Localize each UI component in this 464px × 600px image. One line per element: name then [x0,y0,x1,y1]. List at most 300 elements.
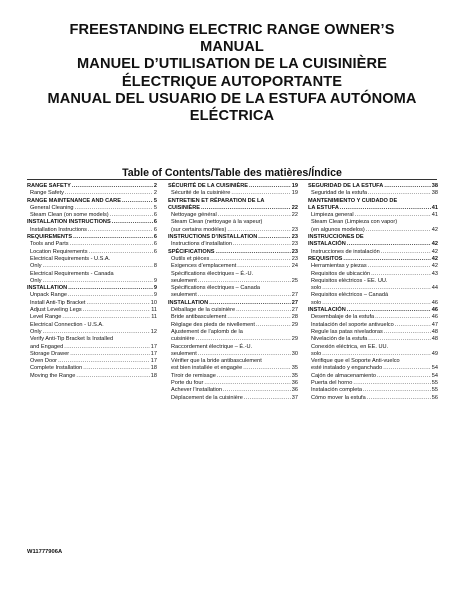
dot-leader [368,263,431,270]
toc-entry[interactable] [308,351,438,358]
toc-entry-label: INSTALACIÓN [308,241,346,248]
toc-entry[interactable] [27,307,157,314]
toc-entry-page: 27 [291,299,298,306]
toc-entry[interactable] [27,329,157,336]
toc-entry-page: 12 [150,328,157,335]
toc-entry-label: Installation Instructions [30,226,87,233]
dot-leader [368,190,431,197]
toc-entry[interactable] [168,351,298,358]
toc-entry-label: Only [30,277,42,284]
toc-entry-label: Steam Clean (Limpieza con vapor) [311,219,398,226]
toc-entry[interactable] [27,358,157,365]
toc-entry-label: Seguridad de la estufa [311,190,367,197]
toc-entry-label: and Engaged [30,343,64,350]
toc-entry[interactable] [27,292,157,299]
dot-leader [72,183,153,190]
dot-leader [355,212,431,219]
manual-title [20,22,444,125]
toc-entry-page: 5 [153,204,157,211]
toc-entry-label: solo [311,285,322,292]
toc-entry[interactable] [168,278,298,285]
dot-leader [217,373,291,380]
toc-entry-page: 56 [431,394,438,401]
toc-entry[interactable] [168,227,298,234]
toc-entry-label: Install Anti-Tip Bracket [30,299,86,306]
toc-entry-page: 36 [291,380,298,387]
toc-entry[interactable] [168,190,298,197]
dot-leader [83,307,151,314]
dot-leader [366,227,431,234]
toc-entry[interactable] [27,219,157,226]
toc-entry-label: LA ESTUFA [308,204,339,211]
dot-leader [237,263,290,270]
toc-column-french [168,183,298,402]
toc-entry[interactable] [168,322,298,329]
toc-entry[interactable] [168,241,298,248]
toc-entry-label: (sur certains modèles) [171,226,227,233]
toc-entry-label: Electrical Connection - U.S.A. [30,321,104,328]
toc-entry-page: 41 [431,204,438,211]
dot-leader [236,307,291,314]
dot-leader [86,300,149,307]
dot-leader [340,205,431,212]
toc-entry-label: Only [30,263,42,270]
toc-entry[interactable] [27,256,157,263]
toc-entry-page: 38 [431,190,438,197]
toc-entry-page: 42 [431,248,438,255]
toc-entry-page: 22 [291,212,298,219]
dot-leader [322,351,431,358]
toc-entry[interactable] [308,344,438,351]
toc-entry[interactable] [27,241,157,248]
toc-entry[interactable] [168,256,298,263]
toc-entry-label: Ajustement de l’aplomb de la [171,328,243,335]
toc-entry-label: INSTRUCTIONS D’INSTALLATION [168,234,258,241]
toc-entry-page: 17 [150,350,157,357]
toc-entry-page: 35 [291,365,298,372]
toc-entry-label: Réglage des pieds de nivellement [171,321,255,328]
toc-entry-label: Raccordement électrique – É.-U. [171,343,253,350]
dot-leader [198,292,291,299]
dot-leader [371,271,431,278]
toc-entry[interactable] [308,241,438,248]
dot-leader [377,373,431,380]
toc-entry-page: 37 [291,394,298,401]
toc-entry-page: 27 [291,292,298,299]
dot-leader [375,314,431,321]
dot-leader [258,234,290,241]
toc-entry-label: Porte du four [171,380,204,387]
toc-entry-label: esté instalado y enganchado [311,365,383,372]
dot-leader [347,241,431,248]
toc-entry-label: seulement [171,292,197,299]
toc-entry[interactable] [168,336,298,343]
toc-entry[interactable] [308,314,438,321]
toc-entry-label: SÉCURITÉ DE LA CUISINIÈRE [168,183,248,189]
dot-leader [353,380,430,387]
dot-leader [89,249,153,256]
toc-entry-label: Moving the Range [30,372,76,379]
title-line: FREESTANDING ELECTRIC RANGE OWNER’S [69,22,395,38]
toc-entry-label: Exigences d’emplacement [171,263,237,270]
title-line: ÉLECTRIQUE AUTOPORTANTE [121,73,343,90]
dot-leader [363,387,431,394]
toc-entry-label: solo [311,299,322,306]
toc-entry-page: 44 [431,285,438,292]
toc-entry[interactable] [308,271,438,278]
dot-leader [70,241,153,248]
toc-entry-page: 25 [291,277,298,284]
toc-entry[interactable] [27,344,157,351]
toc-entry[interactable] [308,263,438,270]
toc-entry-page: 54 [431,372,438,379]
toc-entry-label: Vérifier que la bride antibasculement [171,358,262,365]
dot-leader [218,212,291,219]
dot-leader [210,256,291,263]
toc-entry[interactable] [27,234,157,241]
toc-entry-label: Nettoyage général [171,212,217,219]
toc-entry-page: 18 [150,372,157,379]
toc-entry[interactable] [168,198,298,205]
dot-leader [209,300,291,307]
toc-entry-page: 5 [153,197,157,204]
toc-entry-label: Unpack Range [30,292,68,299]
toc-entry-label: Range Safety [30,190,64,197]
toc-entry-label: est bien installée et engagée [171,365,243,372]
toc-entry[interactable] [168,183,298,190]
dot-leader [110,212,153,219]
dot-leader [201,205,291,212]
toc-entry-page: 42 [431,255,438,262]
dot-leader [244,395,291,402]
dot-leader [122,198,153,205]
toc-entry-label: Conexión eléctrica, en EE. UU. [311,343,389,350]
toc-entry-page: 17 [150,343,157,350]
toc-entry[interactable] [168,387,298,394]
toc-entry[interactable] [308,278,438,285]
dot-leader [231,190,290,197]
toc-entry[interactable] [168,285,298,292]
toc-entry-label: Adjust Leveling Legs [30,307,82,314]
toc-entry[interactable] [27,205,157,212]
toc-entry-page: 23 [291,255,298,262]
dot-leader [198,351,291,358]
dot-leader [384,183,430,190]
toc-entry-label: Tiroir de remisage [171,372,216,379]
toc-entry[interactable] [308,183,438,190]
toc-entry-label: Sécurité de la cuisinière [171,190,231,197]
toc-entry[interactable] [168,307,298,314]
toc-entry[interactable] [168,219,298,226]
toc-entry-page: 23 [291,234,298,241]
dot-leader [367,395,431,402]
toc-entry-label: Requisitos eléctricos – Canadá [311,292,389,299]
toc-entry-label: Instalación completa [311,387,362,394]
title-line: MANUEL D’UTILISATION DE LA CUISINIÈRE [77,56,387,73]
toc-entry[interactable] [27,278,157,285]
title-line: MANUAL DEL USUARIO DE LA ESTUFA AUTÓNOMA [47,90,417,107]
toc-entry-label: Verifique que el Soporte Anti-vuelco [311,358,400,365]
toc-entry-label: Electrical Requirements - U.S.A. [30,255,111,262]
toc-entry-label: seulement [171,277,197,284]
dot-leader [43,278,153,285]
toc-entry-page: 23 [291,241,298,248]
toc-entry-page: 9 [153,277,157,284]
toc-entry-label: cuisinière [171,336,195,343]
toc-entry[interactable] [27,183,157,190]
dot-leader [58,358,150,365]
toc-entry[interactable] [168,344,298,351]
toc-entry-page: 2 [153,190,157,197]
title-line: MANUAL [200,39,264,56]
toc-entry-label: Desembalaje de la estufa [311,314,375,321]
toc-entry[interactable] [308,395,438,402]
toc-entry-page: 11 [151,307,157,314]
toc-entry[interactable] [27,263,157,270]
dot-leader [384,329,431,336]
toc-entry-label: Requisitos eléctricos - EE. UU. [311,277,388,284]
toc-entry[interactable] [168,380,298,387]
toc-entry-page: 17 [150,358,157,365]
toc-entry[interactable] [168,271,298,278]
toc-entry[interactable] [168,292,298,299]
toc-entry[interactable] [168,263,298,270]
toc-entry-label: Level Range [30,314,62,321]
toc-entry[interactable] [308,322,438,329]
toc-entry-page: 46 [431,314,438,321]
dot-leader [233,241,291,248]
dot-leader [383,365,431,372]
toc-entry[interactable] [27,365,157,372]
toc-entry-label: Spécifications électriques – Canada [171,285,260,292]
dot-leader [243,365,291,372]
toc-entry-page: 46 [431,299,438,306]
toc-entry-label: Spécifications électriques – É.-U. [171,270,254,277]
dot-leader [322,300,431,307]
toc-entry-label: INSTRUCCIONES DE [308,234,364,241]
toc-entry[interactable] [168,234,298,241]
toc-entry[interactable] [168,365,298,372]
toc-entry-page: 23 [291,248,298,255]
toc-entry-page: 47 [431,321,438,328]
toc-entry-page: 6 [153,226,157,233]
toc-entry-page: 6 [153,248,157,255]
toc-entry-page: 8 [153,263,157,270]
toc-entry-page: 2 [153,183,157,189]
toc-entry[interactable] [308,373,438,380]
toc-entry-page: 38 [431,183,438,189]
toc-entry[interactable] [168,205,298,212]
toc-entry-label: Nivelación de la estufa [311,336,368,343]
toc-entry[interactable] [27,227,157,234]
dot-leader [73,234,153,241]
dot-leader [227,314,290,321]
toc-entry[interactable] [308,219,438,226]
toc-entry-page: 42 [431,263,438,270]
toc-entry[interactable] [308,285,438,292]
toc-entry-label: Location Requirements [30,248,88,255]
toc-entry-label: Instalación del soporte antivuelco [311,321,394,328]
toc-entry-label: Instrucciones de instalación [311,248,380,255]
toc-entry-label: Cómo mover la estufa [311,394,366,401]
toc-entry-label: Déballage de la cuisinière [171,307,236,314]
toc-entry-label: Verify Anti-Tip Bracket Is Installed [30,336,114,343]
toc-entry[interactable] [168,395,298,402]
toc-entry-page: 6 [153,234,157,241]
toc-entry-label: RANGE SAFETY [27,183,71,189]
toc-entry-label: Bride antibasculement [171,314,227,321]
toc-entry-page: 54 [431,365,438,372]
dot-leader [196,336,291,343]
title-line: ELÉCTRICA [189,108,275,125]
toc-entry-page: 19 [291,190,298,197]
toc-entry-page: 28 [291,314,298,321]
toc-entry-label: SEGURIDAD DE LA ESTUFA [308,183,384,189]
toc-entry-page: 43 [431,270,438,277]
toc-entry-label: CUISINIÈRE [168,204,201,211]
toc-entry[interactable] [308,336,438,343]
toc-entry-page: 19 [291,183,298,189]
dot-leader [112,219,153,226]
document-number: W11777906A [27,549,63,555]
dot-leader [65,190,153,197]
toc-entry-page: 46 [431,307,438,314]
toc-entry-page: 10 [150,299,157,306]
toc-entry[interactable] [168,373,298,380]
toc-entry[interactable] [27,271,157,278]
toc-entry-page: 11 [151,314,157,321]
toc-entry-page: 42 [431,226,438,233]
toc-entry-page: 55 [431,387,438,394]
toc-entry[interactable] [308,358,438,365]
toc-entry-label: Instructions d’installation [171,241,232,248]
dot-leader [43,263,153,270]
toc-entry-label: RANGE MAINTENANCE AND CARE [27,197,121,204]
toc-entry-label: Herramientas y piezas [311,263,367,270]
toc-entry-label: General Cleaning [30,204,74,211]
toc-entry-label: Déplacement de la cuisinière [171,394,243,401]
toc-entry-label: Oven Door [30,358,58,365]
dot-leader [347,307,431,314]
toc-entry[interactable] [308,212,438,219]
toc-entry[interactable] [308,300,438,307]
toc-entry[interactable] [168,300,298,307]
toc-entry-page: 23 [291,226,298,233]
toc-entry[interactable] [27,249,157,256]
toc-entry-page: 24 [291,263,298,270]
dot-leader [76,373,149,380]
toc-entry[interactable] [308,249,438,256]
toc-entry-page: 6 [153,212,157,219]
dot-leader [249,183,291,190]
toc-entry-label: Outils et pièces [171,255,210,262]
dot-leader [256,322,291,329]
toc-entry-label: Cajón de almacenamiento [311,372,376,379]
toc-entry[interactable] [308,198,438,205]
toc-entry-label: INSTALLATION [168,299,209,306]
toc-entry-label: Requisitos de ubicación [311,270,371,277]
toc-entry-label: REQUISITOS [308,255,343,262]
toc-entry[interactable] [308,380,438,387]
toc-entry-page: 29 [291,321,298,328]
toc-entry[interactable] [308,205,438,212]
toc-entry[interactable] [168,249,298,256]
toc-entry-label: solo [311,350,322,357]
toc-entry[interactable] [27,322,157,329]
toc-entry-label: Storage Drawer [30,350,70,357]
dot-leader [64,344,149,351]
dot-leader [368,336,430,343]
toc-entry-page: 22 [291,204,298,211]
toc-entry-label: Regule las patas niveladoras [311,328,383,335]
toc-entry-label: Only [30,328,42,335]
toc-entry-page: 9 [153,285,157,292]
dot-leader [75,205,153,212]
toc-entry-label: Limpieza general [311,212,354,219]
toc-entry[interactable] [168,329,298,336]
toc-entry[interactable] [27,300,157,307]
toc-entry[interactable] [27,190,157,197]
toc-entry-page: 6 [153,241,157,248]
toc-entry[interactable] [308,227,438,234]
toc-entry-label: Complete Installation [30,365,83,372]
toc-entry[interactable] [308,307,438,314]
toc-entry[interactable] [168,358,298,365]
toc-entry-page: 27 [291,307,298,314]
toc-entry-label: Tools and Parts [30,241,69,248]
toc-entry-page: 42 [431,241,438,248]
toc-entry-page: 9 [153,292,157,299]
dot-leader [62,314,150,321]
toc-entry[interactable] [308,190,438,197]
toc-entry-page: 30 [291,350,298,357]
toc-entry[interactable] [27,373,157,380]
dot-leader [68,292,153,299]
dot-leader [198,278,291,285]
dot-leader [43,329,150,336]
toc-entry[interactable] [27,314,157,321]
dot-leader [216,249,291,256]
toc-entry[interactable] [27,336,157,343]
toc-entry-page: 29 [291,336,298,343]
toc-entry[interactable] [308,365,438,372]
dot-leader [227,227,290,234]
dot-leader [343,256,430,263]
toc-entry[interactable] [308,387,438,394]
dot-leader [381,249,431,256]
toc-entry[interactable] [308,329,438,336]
toc-entry-label: INSTALACIÓN [308,307,346,314]
toc-entry-page: 41 [431,212,438,219]
dot-leader [83,365,150,372]
toc-heading: Table of Contents/Table des matières/Índice [122,167,342,179]
toc-entry[interactable] [168,212,298,219]
toc-entry-page: 48 [431,328,438,335]
toc-entry-label: Steam Clean (on some models) [30,212,109,219]
toc-entry-label: INSTALLATION [27,285,68,292]
toc-entry[interactable] [27,198,157,205]
toc-entry-label: seulement [171,350,197,357]
toc-entry[interactable] [168,314,298,321]
dot-leader [204,380,290,387]
toc-entry-page: 48 [431,336,438,343]
toc-entry[interactable] [27,212,157,219]
toc-entry[interactable] [308,292,438,299]
toc-entry[interactable] [27,285,157,292]
toc-entry[interactable] [308,256,438,263]
toc-entry[interactable] [27,351,157,358]
toc-entry-page: 36 [291,387,298,394]
